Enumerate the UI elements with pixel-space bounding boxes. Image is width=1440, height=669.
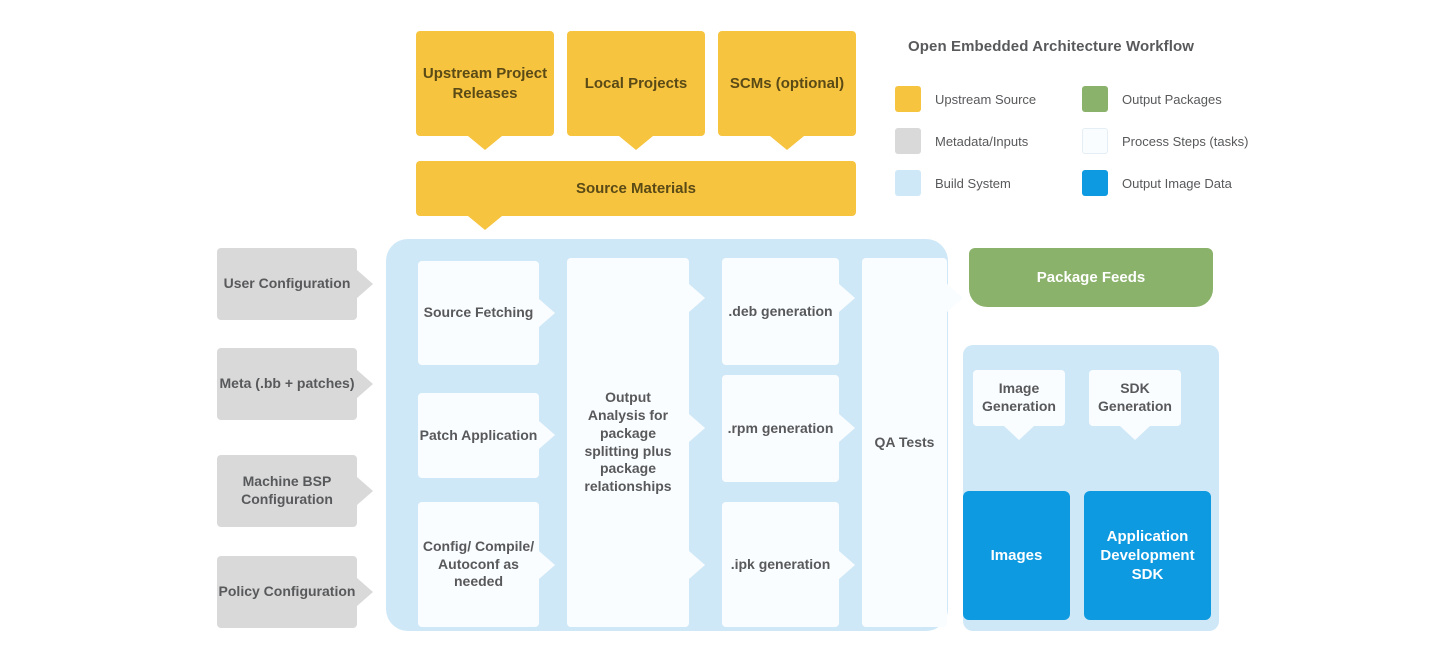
task-image-generation: Image Generation (973, 370, 1065, 426)
task-deb-generation: .deb generation (722, 258, 839, 365)
node-upstream-project-releases: Upstream Project Releases (416, 31, 554, 136)
task-rpm-generation: .rpm generation (722, 375, 839, 482)
arrow-patch-to-output-analysis (539, 421, 555, 449)
node-user-configuration: User Configuration (217, 248, 357, 320)
legend-label-process-steps: Process Steps (tasks) (1122, 133, 1249, 149)
legend-label-output-image-data: Output Image Data (1122, 175, 1232, 191)
node-images: Images (963, 491, 1070, 620)
arrow-user-configuration (357, 270, 373, 298)
legend-item-metadata-inputs (895, 128, 1028, 154)
node-package-feeds: Package Feeds (969, 248, 1213, 307)
legend-label-metadata-inputs: Metadata/Inputs (935, 133, 1029, 149)
legend-swatch-output-packages (1082, 86, 1108, 112)
legend-swatch-process-steps (1082, 128, 1108, 154)
arrow-deb-to-qa (839, 284, 855, 312)
arrow-qa-to-package-feeds (947, 284, 963, 312)
arrow-sdk-generation-to-sdk (1120, 426, 1150, 440)
legend-title: Open Embedded Architecture Workflow (908, 38, 1195, 55)
task-source-fetching: Source Fetching (418, 261, 539, 365)
arrow-ipk-to-qa (839, 551, 855, 579)
arrow-source-fetching-to-output-analysis (539, 299, 555, 327)
legend-item-output-packages (1082, 86, 1222, 112)
legend-swatch-upstream-source (895, 86, 921, 112)
arrow-scms-to-source-materials (770, 136, 804, 150)
legend-item-process-steps (1082, 128, 1248, 154)
node-source-materials: Source Materials (416, 161, 856, 216)
arrow-output-analysis-to-rpm (689, 414, 705, 442)
arrow-machine-bsp-configuration (357, 477, 373, 505)
legend-item-output-image-data (1082, 170, 1232, 196)
node-machine-bsp-configuration: Machine BSP Configuration (217, 455, 357, 527)
node-application-development-sdk: Application Development SDK (1084, 491, 1211, 620)
arrow-image-generation-to-images (1004, 426, 1034, 440)
task-config-compile-autoconf: Config/ Compile/ Autoconf as needed (418, 502, 539, 627)
legend-swatch-output-image-data (1082, 170, 1108, 196)
task-patch-application: Patch Application (418, 393, 539, 478)
node-meta-bb-patches: Meta (.bb + patches) (217, 348, 357, 420)
arrow-output-analysis-to-deb (689, 284, 705, 312)
arrow-rpm-to-qa (839, 414, 855, 442)
arrow-releases-to-source-materials (468, 136, 502, 150)
arrow-output-analysis-to-ipk (689, 551, 705, 579)
arrow-meta-bb-patches (357, 370, 373, 398)
arrow-local-projects-to-source-materials (619, 136, 653, 150)
task-ipk-generation: .ipk generation (722, 502, 839, 627)
task-qa-tests: QA Tests (862, 258, 947, 627)
node-local-projects: Local Projects (567, 31, 705, 136)
legend-swatch-build-system (895, 170, 921, 196)
node-policy-configuration: Policy Configuration (217, 556, 357, 628)
legend-label-output-packages: Output Packages (1122, 91, 1222, 107)
node-scms: SCMs (optional) (718, 31, 856, 136)
task-output-analysis: Output Analysis for package splitting plus package relationships (567, 258, 689, 627)
arrow-source-materials-to-build-system (468, 216, 502, 230)
task-sdk-generation: SDK Generation (1089, 370, 1181, 426)
legend-item-build-system (895, 170, 1011, 196)
legend-item-upstream-source (895, 86, 1036, 112)
legend-swatch-metadata-inputs (895, 128, 921, 154)
arrow-config-to-output-analysis (539, 551, 555, 579)
arrow-policy-configuration (357, 578, 373, 606)
legend-label-build-system: Build System (935, 175, 1011, 191)
legend-label-upstream-source: Upstream Source (935, 91, 1037, 107)
